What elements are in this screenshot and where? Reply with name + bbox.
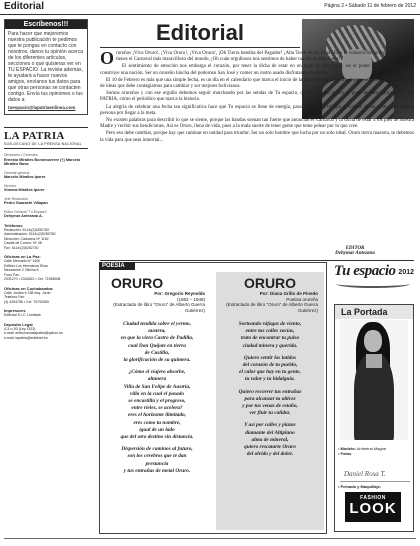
section-divider xyxy=(100,260,414,261)
makeup-credit: • Peinado y Maquillaje: xyxy=(338,484,382,489)
editorial-paragraph: Pero eso debe cambiar, porque hay que caminar en unidad para triunfar. Ser un solo hombre que lucha por un solo ideal. Oruro tierra maestra, te debemos la vida para que seas inmortal... xyxy=(100,131,414,143)
footer-divider xyxy=(4,538,416,539)
stanza: Dispersión de caminos al futuro, son los cerebros que te dan prestancia y tus entrañas de metal Oruro. xyxy=(121,446,193,474)
fashion-main: LOOK xyxy=(349,500,397,517)
editorial-paragraph: El 10 de Febrero es más que una simple fecha, es un día en el calendario que marca el inicio de la gesta libertaria contra el yugo español, es la revolución de ideas que debe contagiarnos para cambiar y ser mejores bolivianos. xyxy=(100,77,414,90)
photographer-signature: Daniel Rosa T. xyxy=(340,470,410,482)
write-us-box xyxy=(4,19,88,115)
poem-title: ORURO xyxy=(243,275,297,291)
cover-credits xyxy=(338,446,412,456)
contact-line: 4-3-••-93 (Ley 1322) xyxy=(4,326,36,331)
stanza: Quiero recorrer tus entrañas para alcanzar tu altivez y por tus venas de estaño, ver fluir tu calidez. xyxy=(238,388,302,417)
editorial-body xyxy=(100,48,414,145)
logo-year: 2012 xyxy=(398,269,414,276)
logo-swoosh xyxy=(336,280,410,288)
cover-title: La Portada xyxy=(335,305,413,319)
editorial-paragraph: La alegría de celebrar una fecha tan significativa hace que Tu espacio se llene de energía, para construir y reflejar el trabajo de un gesto, que camina persona por llegar a la meta. xyxy=(100,104,414,116)
poem-right xyxy=(216,272,324,530)
contact-line: Casilla de Correo: Nº 48 xyxy=(4,241,42,245)
poem-author: Por: Diana Grillo de Pinedo xyxy=(259,291,318,296)
contact-line: Telefono Fax: xyxy=(4,295,26,299)
staff-role: Director xyxy=(4,183,17,188)
staff-item xyxy=(4,210,88,219)
staff-role: Editor General "Tu Espacio" xyxy=(4,209,48,214)
contact-line: Edificio Los Hermanos Elías xyxy=(4,263,48,268)
stanza: Quiero sentir los latidos del corazón de tu pueblo, el calor que hay en tu gente, tu valor y tu hidalguía. xyxy=(239,354,301,383)
signature-name: Dehymar Antezana xyxy=(335,251,375,256)
staff-item xyxy=(4,197,88,206)
drop-cap: O xyxy=(100,48,115,68)
stanza: Ciudad tendida sobre el yermo, austera, en que la viera Castro de Padilla, cual Don Quijote en tierra de Castilla, la glorificación de su quimera. xyxy=(120,321,194,364)
write-us-email[interactable]: tuespacio@lapatriaenlinea.com xyxy=(8,105,76,110)
contact-line: (4) 4254756 • Cel. 70792659 xyxy=(4,299,49,304)
section-title: Editorial xyxy=(4,1,45,12)
page-info: Página 2 • Sábado 11 de febrero de 2012 xyxy=(324,3,416,9)
title-divider xyxy=(100,47,300,48)
contact-line: 2331270 • 2334822 • Cel. 71566308 xyxy=(4,277,61,281)
staff-name: Pedro Guarachi Villapan xyxy=(4,201,48,205)
staff-name: Dehymar Antezana A. xyxy=(4,214,43,218)
stanza: Sorteando ráfagas de viento, entre tus calles vacías, trato de encontrar tu pulso ciudad minera y querida. xyxy=(238,321,302,349)
poem-source: (Extractado de libro "Oruro" de Alberto Guerra Gutiérrez) xyxy=(226,302,318,313)
neck-shape xyxy=(366,354,382,368)
staff-name: Marcelo Miralles Iporre xyxy=(4,175,46,179)
poem-author-origin: Poetisa orureña xyxy=(286,296,318,302)
contact-line: Mezzanine 2 Oficina 6 xyxy=(4,268,39,272)
cover-model-photo xyxy=(340,320,408,440)
contact-line: Dirección: Calancha Nº 1162 xyxy=(4,236,49,241)
editorial-paragraph: No existen palabras para describir lo que se siente, porque las bandas suenan tan fuerte que anuncian el Carnaval y la dicha de estar a los pies de nuestra Madre y recibir sus bendiciones. Así es Oruro, llena de vida, pues a la mala suerte de tener gente que teme pelear por lo que cree. xyxy=(100,118,414,130)
poetry-label: POESÍA xyxy=(99,262,135,270)
contact-line: Fono Fax: xyxy=(4,272,20,277)
contact-title: Oficinas en Cochabamba: xyxy=(4,285,54,291)
staff-name: Ernesto Miralles Bonnecarrere (†) Marcelo Miralles Bova xyxy=(4,157,81,166)
page-header xyxy=(0,0,420,15)
contact-line: Administración: 5114•(2)5250780 xyxy=(4,232,56,236)
editorial-signature xyxy=(300,246,410,256)
staff-role: Jefe Redacción xyxy=(4,196,29,201)
editorial-title: Editorial xyxy=(155,20,244,45)
credit-line: • Modelo: Andreina Magne xyxy=(338,446,387,451)
fashion-look-logo xyxy=(345,492,401,522)
staff-role: Directores • Gerentes xyxy=(4,153,38,157)
face-shape xyxy=(364,330,382,352)
signature-role: EDITOR xyxy=(345,246,365,251)
editorial-paragraph: Orureños ¡Viva Oruro!, ¡Viva Oruro!, ¡Viva Oruro!, ¡Oh Tierra bendita del Pagador! ¡Alta Torre de los Urus! Eres la comarca del gringo y del gitano, tienes el Carnaval más maravilloso del mundo, ¡Oh cuán orgullosos nos sentimos de haber nacido en esta tierra! xyxy=(100,48,414,68)
staff-role: Gerente general xyxy=(4,170,30,175)
contact-title: Impresores xyxy=(4,308,26,313)
left-sidebar xyxy=(4,19,88,340)
staff-item xyxy=(4,184,88,193)
poem-source: (Extractado de libro "Oruro" de Alberto Guerra Gutiérrez) xyxy=(113,302,205,313)
editorial-paragraph: Somos orureños y con ese orgullo debemos seguir marchando por las sendas de Tu espacio, que hoy como nunca se pone de fiesta por tener a LA PATRIA, como el periódico que marca la historia. xyxy=(100,91,414,103)
poem-verses xyxy=(216,321,324,458)
credit-line: • Fotos xyxy=(338,451,352,456)
contact-line: e-mail: lapatria@entelnet.bo xyxy=(4,335,48,340)
poem-author: Por: Gregorio Reynolds xyxy=(154,291,205,296)
contact-title: Oficinas en La Paz: xyxy=(4,254,41,259)
newspaper-tagline: SUB-DECANO DE LA PRENSA NACIONAL xyxy=(4,142,82,146)
contact-line: Calle Mercado Nº 1400 xyxy=(4,259,41,263)
masthead xyxy=(4,127,88,149)
fashion-top: FASHION xyxy=(360,495,386,501)
tu-espacio-logo xyxy=(334,262,414,302)
contact-info xyxy=(4,223,88,341)
poem-left xyxy=(103,272,211,530)
write-us-text: Para hacer que mejoremos nuestra publicación te pedimos que te pongas en contacto con nosotros, danos tu opinión acerca de los diferentes artículos, secciones o qué quisieras ver en TU ESPACIO. La revista además, te ayudará a hacer nuevos amigos, envíanos tus datos para que otras personas se contacten contigo. Envía tus opiniones o tus datos a: xyxy=(8,31,84,103)
poem-author-years: (1882 – 1948) xyxy=(176,296,205,302)
staff-list xyxy=(4,153,88,219)
logo-text: Tu espacio xyxy=(334,263,396,279)
staff-item xyxy=(4,153,88,167)
contact-line: Redacción: 5114•(2)5250780 xyxy=(4,227,50,232)
contact-line: Calle Jordán # 138 esq. Junín xyxy=(4,290,51,295)
contact-line: e-mail: erbiconectalapatria@yahoo.es xyxy=(4,331,63,335)
poem-verses xyxy=(103,321,211,475)
stanza: ¿Cómo el viajero absorbe, altanera Villa de San Felipe de Austria, villa en la cual el pasado se encastilla y el progreso, entre rieles, se acelera? eres el horizonte ilimitado, eres como tu nombre, igual de un lado que del otro destino sin distancia. xyxy=(120,369,194,441)
stanza: Y así por calles y plazas diamante del Altiplano alma de mineral, quiero rescatarte Oruro del olvido y del dolor. xyxy=(244,422,296,458)
newspaper-logo: LA PATRIA xyxy=(4,130,65,142)
staff-name: Ximena Miralles Iporre xyxy=(4,188,45,192)
contact-title: Teléfonos xyxy=(4,222,23,228)
editorial-paragraph: El sentimiento de emoción nos embarga el corazón, por tener la dicha de estar en un lugar de privilegio, así el poder de los humanos que construye una nación. Ser un orureño hincha del poderoso San José y comer un rostro asado disfrutando de diablo. xyxy=(100,64,414,76)
contact-line: Editorial S.I.C. Limitada xyxy=(4,313,41,317)
staff-item xyxy=(4,171,88,180)
contact-title: Depósito Legal xyxy=(4,321,33,327)
write-us-title: Escríbenos!!! xyxy=(5,20,87,29)
poem-title: ORURO xyxy=(111,275,164,291)
contact-line: Fax: 5114•(2)5252730 xyxy=(4,245,39,250)
